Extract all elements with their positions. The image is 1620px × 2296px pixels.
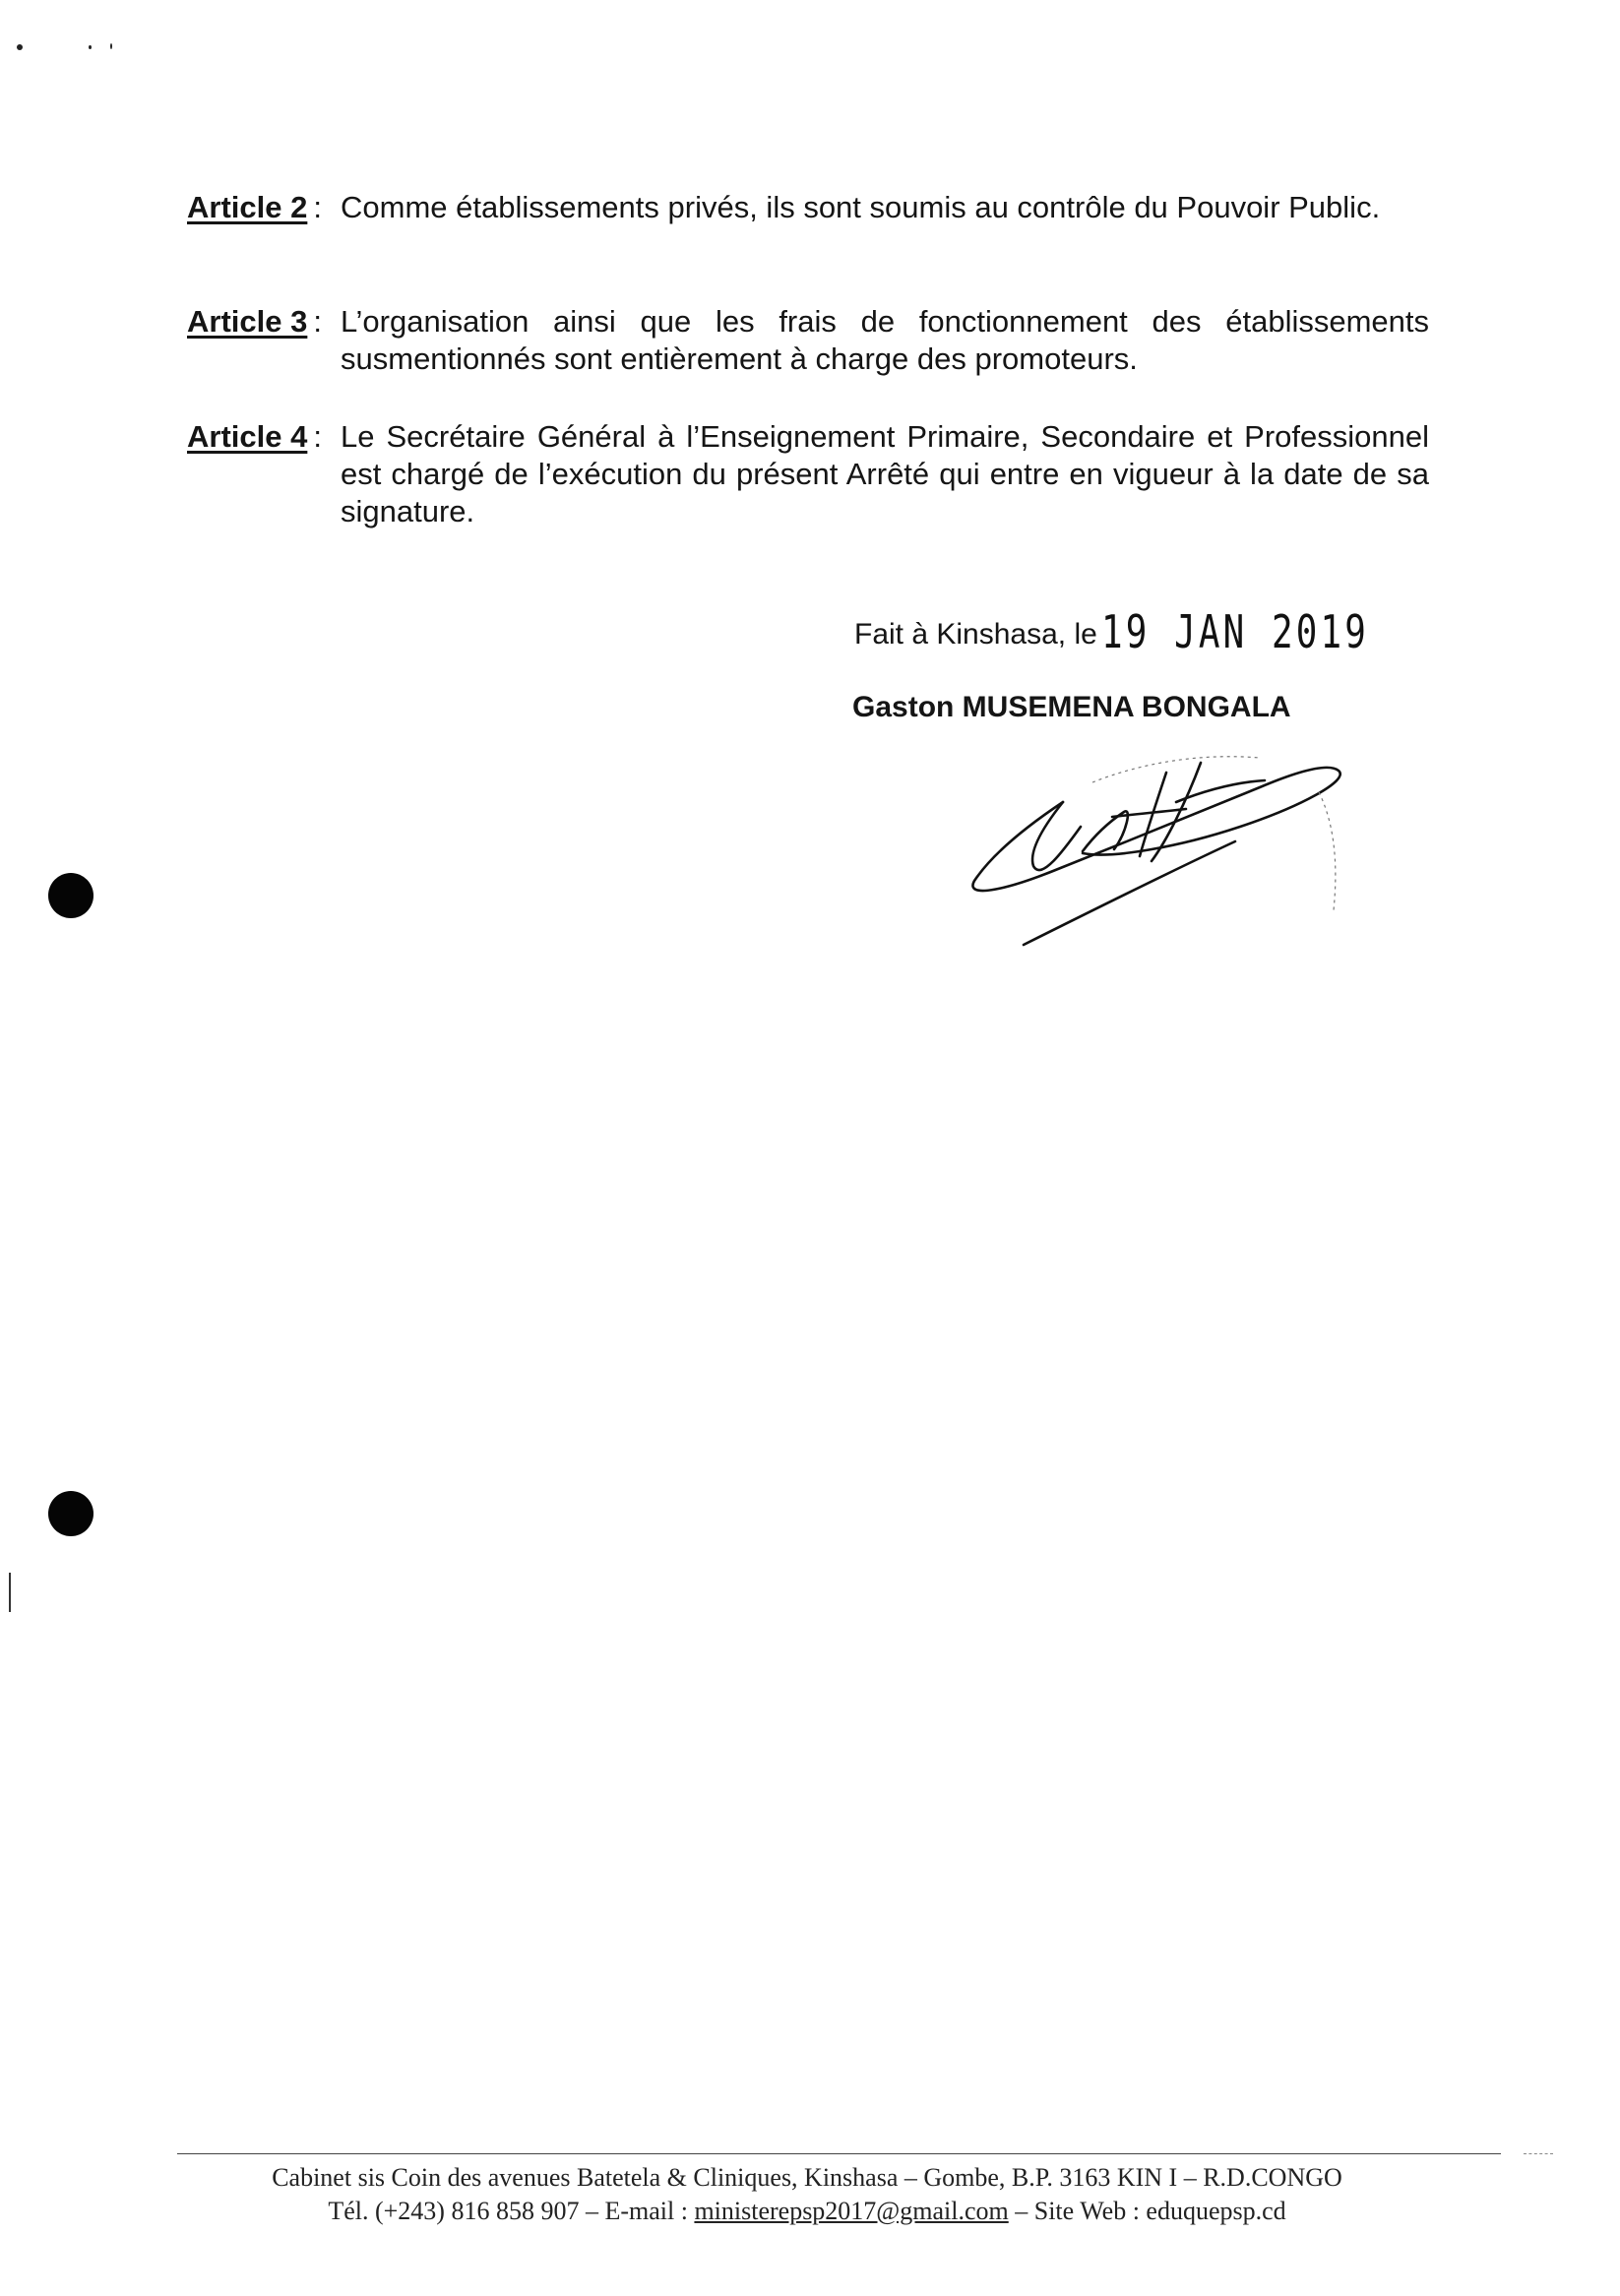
footer: [148, 2161, 1466, 2228]
punch-hole: [48, 873, 93, 918]
article-4-label: Article 4 :: [187, 419, 322, 454]
scan-speck: [110, 43, 112, 49]
date-stamp: 19 JAN 2019: [1100, 605, 1369, 658]
article-3-label: Article 3 :: [187, 304, 322, 339]
footer-tel: Tél. (+243) 816 858 907 – E-mail :: [328, 2197, 695, 2225]
footer-rule: [177, 2153, 1501, 2154]
footer-dash: [1524, 2153, 1553, 2154]
article-3-text: L’organisation ainsi que les frais de fonctionnement des établissements susmentionnés sont entièrement à charge des promoteurs.: [341, 304, 1429, 376]
article-3: [187, 303, 1429, 378]
footer-email-link[interactable]: ministerepsp2017@gmail.com: [694, 2197, 1009, 2225]
scan-speck: [17, 44, 23, 50]
article-4-text: Le Secrétaire Général à l’Enseignement Primaire, Secondaire et Professionnel est chargé de l’exécution du présent Arrêté qui entre en vigueur à la date de sa signature.: [341, 419, 1429, 528]
place-and-date: [854, 605, 1444, 658]
footer-site: – Site Web : eduquepsp.cd: [1008, 2197, 1286, 2225]
handwritten-signature: [965, 733, 1378, 964]
article-2-label: Article 2 :: [187, 190, 322, 224]
scan-edge-mark: [9, 1573, 11, 1612]
footer-contact: [148, 2195, 1466, 2228]
signatory-name: Gaston MUSEMENA BONGALA: [852, 691, 1291, 723]
place-prefix: Fait à Kinshasa, le: [854, 618, 1097, 651]
scan-speck: [89, 45, 92, 49]
article-2-text: Comme établissements privés, ils sont soumis au contrôle du Pouvoir Public.: [341, 190, 1381, 224]
article-2: [187, 189, 1429, 226]
footer-address: Cabinet sis Coin des avenues Batetela & Cliniques, Kinshasa – Gombe, B.P. 3163 KIN I – R.D.CONGO: [272, 2163, 1342, 2192]
article-4: [187, 418, 1429, 530]
punch-hole: [48, 1491, 93, 1536]
